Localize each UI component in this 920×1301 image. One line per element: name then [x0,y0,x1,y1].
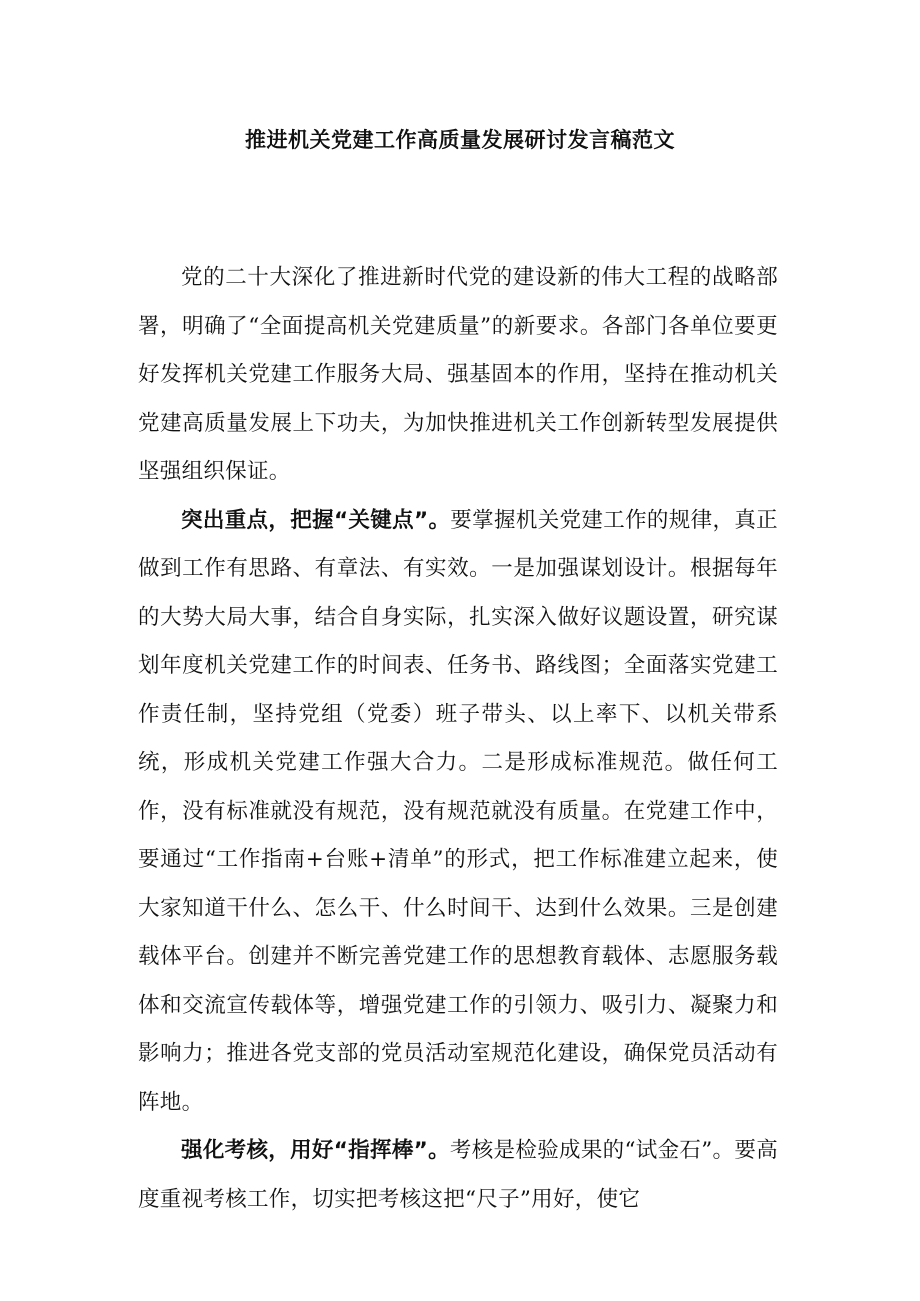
document-title: 推进机关党建工作高质量发展研讨发言稿范文 [245,128,675,152]
document-body [138,254,778,1224]
paragraph-assessment [138,1127,778,1224]
paragraph-text: 要掌握机关党建工作的规律，真正做到工作有思路、有章法、有实效。一是加强谋划设计。根据每年的大势大局大事，结合自身实际，扎实深入做好议题设置，研究谋划年度机关党建工作的时间表、任务书、路线图；全面落实党建工作责任制，坚持党组（党委）班子带头、以上率下、以机关带系统，形成机关党建工作强大合力。二是形成标准规范。做任何工作，没有标准就没有规范，没有规范就没有质量。在党建工作中，要通过“工作指南+台账+清单”的形式，把工作标准建立起来，使大家知道干什么、怎么干、什么时间干、达到什么效果。三是创建载体平台。创建并不断完善党建工作的思想教育载体、志愿服务载体和交流宣传载体等，增强党建工作的引领力、吸引力、凝聚力和影响力；推进各党支部的党员活动室规范化建设，确保党员活动有阵地。 [138,507,778,1115]
paragraph-intro [138,254,778,497]
paragraph-lead: 强化考核，用好“指挥棒”。 [181,1138,450,1163]
paragraph-lead: 突出重点，把握“关键点”。 [181,507,451,533]
paragraph-text: 考核是检验成果的“试金石”。要高度重视考核工作，切实把考核这把“尺子”用好，使它 [138,1138,778,1212]
paragraph-key-points [138,497,778,1128]
paragraph-text: 党的二十大深化了推进新时代党的建设新的伟大工程的战略部署，明确了“全面提高机关党建质量”的新要求。各部门各单位要更好发挥机关党建工作服务大局、强基固本的作用，坚持在推动机关党建高质量发展上下功夫，为加快推进机关工作创新转型发展提供坚强组织保证。 [138,265,778,484]
